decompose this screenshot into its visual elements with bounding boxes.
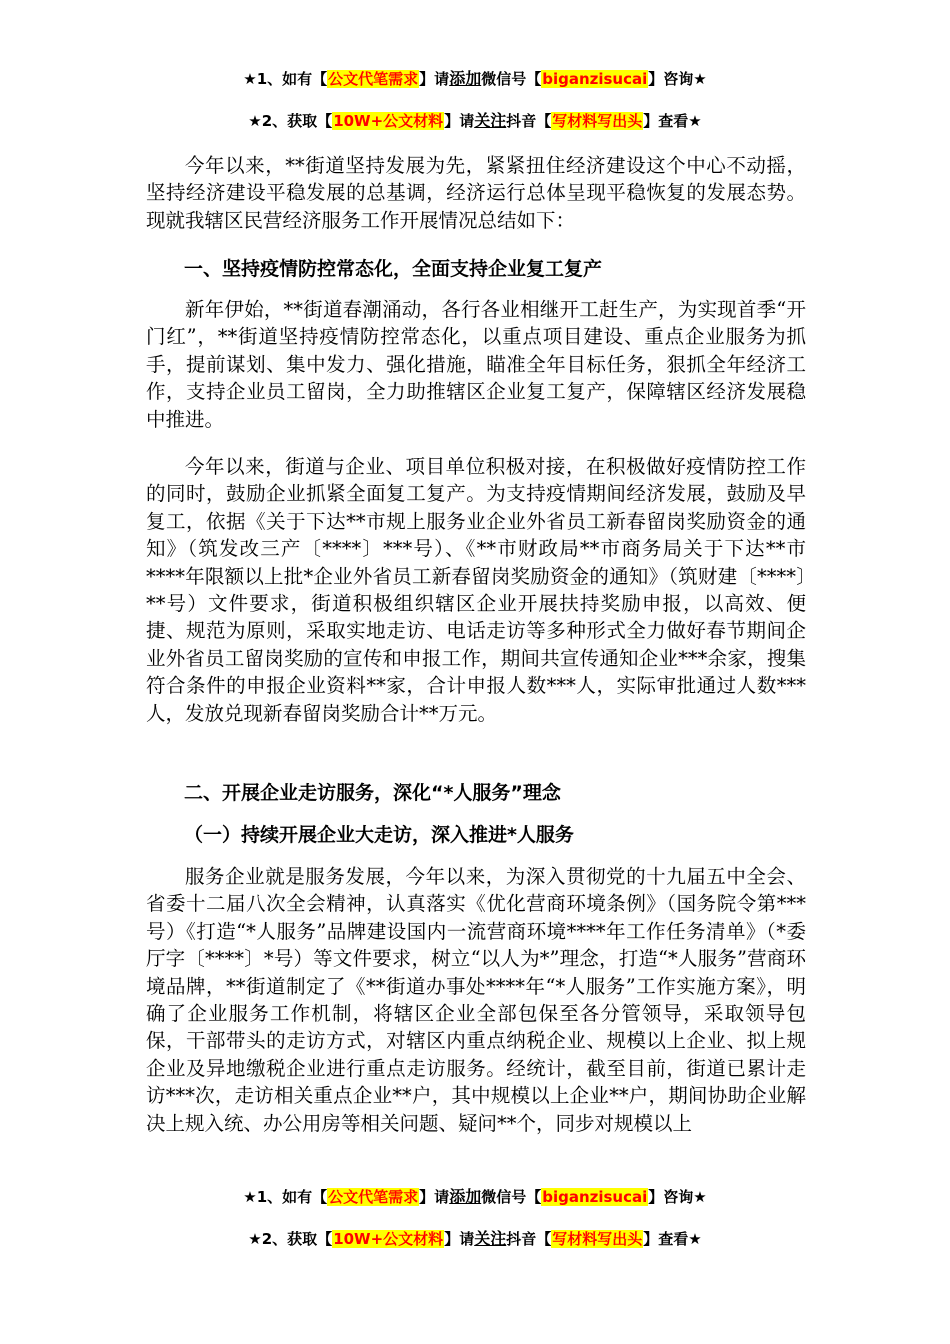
- section-1-paragraph-2: 今年以来，街道与企业、项目单位积极对接，在积极做好疫情防控工作的同时，鼓励企业抓紧全面复工复产。为支持疫情期间经济发展，鼓励及早复工，依据《关于下达**市规上服务业企业外省员工新春留岗奖励资金的通知》（筑发改三产〔****〕***号）、《**市财政局**市商务局关于下达**市****年限额以上批*企业外省员工新春留岗奖励资金的通知》（筑财建〔****〕**号）文件要求，街道积极组织辖区企业开展扶持奖励申报，以高效、便捷、规范为原则，采取实地走访、电话走访等多种形式全力做好春节期间企业外省员工留岗奖励的宣传和申报工作，期间共宣传通知企业***余家，搜集符合条件的申报企业资料**家，合计申报人数***人，实际审批通过人数***人，发放兑现新春留岗奖励合计**万元。: [146, 455, 806, 725]
- ad-text: 】查看★: [643, 1230, 702, 1248]
- ad-highlight: 10W+公文材料: [333, 1230, 444, 1248]
- ad-text: ★2、获取【: [248, 1230, 333, 1248]
- ad-text: 抖音【: [506, 112, 552, 130]
- ad-highlight: 公文代笔需求: [328, 70, 419, 88]
- ad-banner-bottom-2: [0, 1228, 950, 1250]
- ad-banner-top-1: [0, 68, 950, 90]
- intro-paragraph: 今年以来，**街道坚持发展为先，紧紧扭住经济建设这个中心不动摇，坚持经济建设平稳发展的总基调，经济运行总体呈现平稳恢复的发展态势。现就我辖区民营经济服务工作开展情况总结如下：: [146, 154, 806, 232]
- ad-underline: 关注: [474, 111, 507, 130]
- ad-banner-bottom-1: [0, 1186, 950, 1208]
- ad-banner-top-2: [0, 110, 950, 132]
- ad-text: 抖音【: [506, 1230, 552, 1248]
- ad-text: 微信号【: [481, 1188, 542, 1206]
- ad-text: ★1、如有【: [243, 1188, 328, 1206]
- ad-text: 微信号【: [481, 70, 542, 88]
- ad-highlight: 10W+公文材料: [333, 112, 444, 130]
- ad-text: 】请: [444, 112, 475, 130]
- ad-text: ★2、获取【: [248, 112, 333, 130]
- ad-text: 】请: [419, 70, 450, 88]
- ad-text: ★1、如有【: [243, 70, 328, 88]
- ad-highlight: 写材料写出头: [552, 112, 643, 130]
- ad-underline: 关注: [474, 1229, 507, 1248]
- ad-underline: 添加: [449, 69, 482, 88]
- section-1-heading: 一、坚持疫情防控常态化，全面支持企业复工复产: [184, 258, 603, 280]
- ad-highlight: biganzisucai: [542, 1188, 648, 1206]
- ad-text: 】咨询★: [648, 70, 707, 88]
- ad-text: 】请: [444, 1230, 475, 1248]
- ad-text: 】查看★: [643, 112, 702, 130]
- ad-text: 】请: [419, 1188, 450, 1206]
- section-2-paragraph-1: 服务企业就是服务发展，今年以来，为深入贯彻党的十九届五中全会、省委十二届八次全会精神，认真落实《优化营商环境条例》（国务院令第***号）《打造“*人服务”品牌建设国内一流营商环境****年工作任务清单》（*委厅字〔****〕*号）等文件要求，树立“以人为*”理念，打造“*人服务”营商环境品牌，**街道制定了《**街道办事处****年“*人服务”工作实施方案》，明确了企业服务工作机制，将辖区企业全部包保至各分管领导，采取领导包保，干部带头的走访方式，对辖区内重点纳税企业、规模以上企业、拟上规企业及异地缴税企业进行重点走访服务。经统计，截至目前，街道已累计走访***次，走访相关重点企业**户，其中规模以上企业**户，期间协助企业解决上规入统、办公用房等相关问题、疑问**个，同步对规模以上: [146, 865, 806, 1135]
- ad-underline: 添加: [449, 1187, 482, 1206]
- ad-highlight: biganzisucai: [542, 70, 648, 88]
- ad-highlight: 写材料写出头: [552, 1230, 643, 1248]
- section-1-paragraph-1: 新年伊始，**街道春潮涌动，各行各业相继开工赶生产，为实现首季“开门红”，**街道坚持疫情防控常态化，以重点项目建设、重点企业服务为抓手，提前谋划、集中发力、强化措施，瞄准全年目标任务，狠抓全年经济工作，支持企业员工留岗，全力助推辖区企业复工复产，保障辖区经济发展稳中推进。: [146, 298, 806, 431]
- ad-highlight: 公文代笔需求: [328, 1188, 419, 1206]
- section-2-subheading-1: （一）持续开展企业大走访，深入推进*人服务: [184, 824, 574, 846]
- ad-text: 】咨询★: [648, 1188, 707, 1206]
- section-2-heading: 二、开展企业走访服务，深化“*人服务”理念: [184, 782, 561, 804]
